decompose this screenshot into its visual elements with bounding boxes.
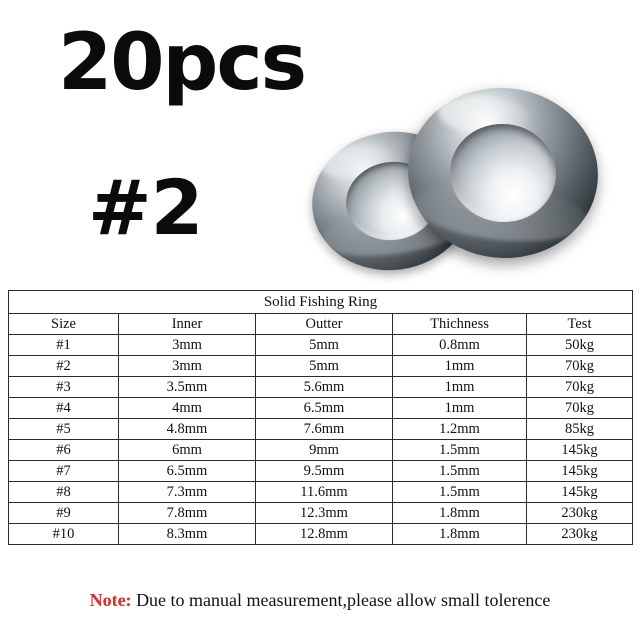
cell-outter: 5.6mm xyxy=(256,377,393,398)
table-row xyxy=(9,482,633,503)
cell-test: 145kg xyxy=(527,461,633,482)
table-row xyxy=(9,335,633,356)
cell-thickness: 1.2mm xyxy=(393,419,527,440)
table-row xyxy=(9,524,633,545)
cell-outter: 11.6mm xyxy=(256,482,393,503)
cell-size: #9 xyxy=(9,503,119,524)
cell-thickness: 1.5mm xyxy=(393,482,527,503)
cell-inner: 4.8mm xyxy=(119,419,256,440)
cell-thickness: 1.8mm xyxy=(393,524,527,545)
cell-thickness: 0.8mm xyxy=(393,335,527,356)
cell-outter: 9mm xyxy=(256,440,393,461)
cell-test: 145kg xyxy=(527,440,633,461)
cell-size: #7 xyxy=(9,461,119,482)
column-header-inner: Inner xyxy=(119,314,256,335)
table-row xyxy=(9,440,633,461)
cell-outter: 12.3mm xyxy=(256,503,393,524)
note-label: Note: xyxy=(89,590,132,610)
quantity-label: 20pcs xyxy=(58,18,306,108)
cell-inner: 3.5mm xyxy=(119,377,256,398)
spec-table-container xyxy=(8,290,632,545)
cell-size: #10 xyxy=(9,524,119,545)
solid-fishing-rings-photo xyxy=(300,70,630,275)
cell-inner: 7.8mm xyxy=(119,503,256,524)
cell-inner: 3mm xyxy=(119,356,256,377)
spec-table-header-row xyxy=(9,314,633,335)
cell-outter: 5mm xyxy=(256,356,393,377)
spec-table-title: Solid Fishing Ring xyxy=(9,291,633,314)
column-header-test: Test xyxy=(527,314,633,335)
table-row xyxy=(9,356,633,377)
cell-outter: 9.5mm xyxy=(256,461,393,482)
cell-inner: 3mm xyxy=(119,335,256,356)
cell-size: #6 xyxy=(9,440,119,461)
note-text: Due to manual measurement,please allow small tolerence xyxy=(131,590,551,610)
cell-thickness: 1mm xyxy=(393,377,527,398)
table-row xyxy=(9,419,633,440)
cell-test: 50kg xyxy=(527,335,633,356)
cell-test: 85kg xyxy=(527,419,633,440)
cell-inner: 7.3mm xyxy=(119,482,256,503)
column-header-size: Size xyxy=(9,314,119,335)
cell-outter: 5mm xyxy=(256,335,393,356)
cell-inner: 6mm xyxy=(119,440,256,461)
size-label: #2 xyxy=(88,163,203,252)
cell-size: #4 xyxy=(9,398,119,419)
cell-size: #2 xyxy=(9,356,119,377)
cell-inner: 4mm xyxy=(119,398,256,419)
cell-outter: 12.8mm xyxy=(256,524,393,545)
cell-inner: 8.3mm xyxy=(119,524,256,545)
note-line xyxy=(0,590,640,611)
cell-outter: 7.6mm xyxy=(256,419,393,440)
table-row xyxy=(9,461,633,482)
cell-test: 145kg xyxy=(527,482,633,503)
cell-thickness: 1mm xyxy=(393,356,527,377)
cell-size: #1 xyxy=(9,335,119,356)
cell-test: 230kg xyxy=(527,524,633,545)
cell-outter: 6.5mm xyxy=(256,398,393,419)
cell-test: 70kg xyxy=(527,398,633,419)
hero-section xyxy=(0,0,640,285)
table-row xyxy=(9,503,633,524)
cell-size: #5 xyxy=(9,419,119,440)
cell-test: 230kg xyxy=(527,503,633,524)
column-header-outter: Outter xyxy=(256,314,393,335)
cell-test: 70kg xyxy=(527,377,633,398)
cell-thickness: 1.5mm xyxy=(393,461,527,482)
column-header-thickness: Thichness xyxy=(393,314,527,335)
table-row xyxy=(9,377,633,398)
cell-inner: 6.5mm xyxy=(119,461,256,482)
spec-table-body xyxy=(9,291,633,545)
spec-table-title-row xyxy=(9,291,633,314)
cell-size: #3 xyxy=(9,377,119,398)
cell-test: 70kg xyxy=(527,356,633,377)
spec-table xyxy=(8,290,633,545)
cell-thickness: 1.5mm xyxy=(393,440,527,461)
cell-thickness: 1.8mm xyxy=(393,503,527,524)
cell-size: #8 xyxy=(9,482,119,503)
cell-thickness: 1mm xyxy=(393,398,527,419)
table-row xyxy=(9,398,633,419)
